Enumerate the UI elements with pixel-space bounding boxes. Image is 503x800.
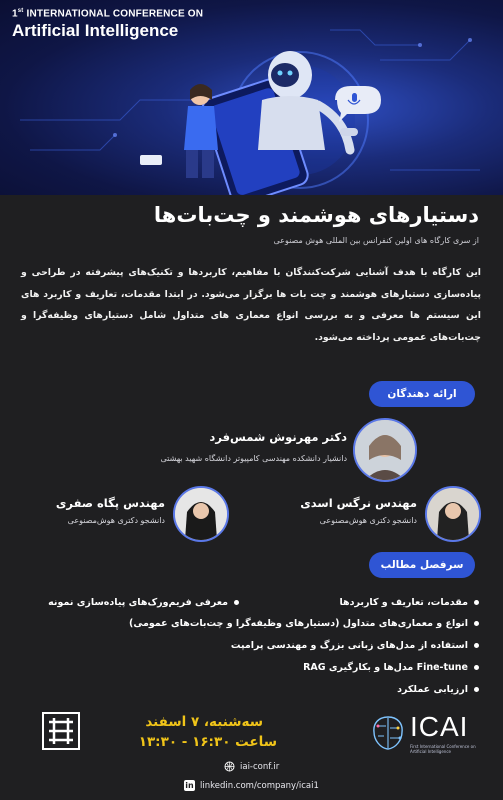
outline-item: ارزیابی عملکرد: [397, 684, 479, 695]
icai-logo-subtitle: First International Conference on Artificial Intelligence: [410, 744, 476, 754]
presenters-heading: ارائه دهندگان: [369, 381, 475, 407]
event-time: ساعت ۱۶:۳۰ - ۱۳:۳۰: [138, 734, 277, 750]
workshop-description: این کارگاه با هدف آشنایی شرکت‌کنندگان با مفاهیم، کاربردها و تکنیک‌های پیشرفته در طراحی و پیاده‌سازی دستیارهای هوشمند و چت بات ها برگزار می‌شود. در ابتدا مقدمات، تعاریف و کاربرد های این سیستم ها معرفی و به بررسی انواع معماری های متداول شامل دستیارهای وظیفه‌گرا و چت‌بات‌های عمومی پرداخته می‌شود.: [21, 267, 481, 343]
globe-icon: [224, 761, 235, 772]
icai-logo-text: ICAI: [410, 711, 469, 742]
avatar-presenter-2: [425, 486, 481, 542]
bullet-icon: [474, 687, 479, 692]
outline-item: معرفی فریم‌ورک‌های پیاده‌سازی نمونه: [48, 597, 239, 608]
bullet-icon: [474, 600, 479, 605]
icai-brain-icon: [370, 714, 406, 752]
presenter-1-name: دکتر مهرنوش شمس‌فرد: [209, 430, 347, 444]
page-subtitle: از سری کارگاه های اولین کنفرانس بین المللی هوش مصنوعی: [273, 236, 479, 245]
website-link[interactable]: iai-conf.ir: [224, 761, 279, 772]
linkedin-link[interactable]: in linkedin.com/company/icai1: [185, 780, 319, 791]
hero-banner: [0, 0, 503, 195]
conference-name-line2: Artificial Intelligence: [12, 21, 179, 40]
linkedin-icon: in: [185, 781, 194, 790]
bullet-icon: [474, 621, 479, 626]
event-date: سه‌شنبه، ۷ اسفند: [145, 714, 263, 730]
outline-item: استفاده از مدل‌های زبانی بزرگ و مهندسی پرامپت: [231, 640, 479, 651]
outline-item: مقدمات، تعاریف و کاربردها: [339, 597, 479, 608]
page-title: دستیارهای هوشمند و چت‌بات‌ها: [153, 203, 479, 227]
presenter-1-role: دانشیار دانشکده مهندسی کامپیوتر دانشگاه شهید بهشتی: [160, 454, 347, 463]
outline-item: انواع و معماری‌های متداول (دستیارهای وظیفه‌گرا و چت‌بات‌های عمومی): [129, 618, 479, 629]
outline-heading: سرفصل مطالب: [369, 552, 475, 578]
university-logo: [42, 712, 80, 750]
outline-item: Fine-tune مدل‌ها و بکارگیری RAG: [303, 662, 479, 673]
presenter-3-role: دانشجو دکتری هوش‌مصنوعی: [67, 516, 165, 525]
bullet-icon: [474, 643, 479, 648]
presenter-2-role: دانشجو دکتری هوش‌مصنوعی: [319, 516, 417, 525]
avatar-presenter-1: [353, 418, 417, 482]
conference-name-line1: 1st INTERNATIONAL CONFERENCE ON: [12, 8, 204, 20]
presenter-3-name: مهندس پگاه صفری: [55, 496, 165, 510]
presenter-2-name: مهندس نرگس اسدی: [300, 496, 417, 510]
avatar-presenter-3: [173, 486, 229, 542]
bullet-icon: [234, 600, 239, 605]
bullet-icon: [474, 665, 479, 670]
